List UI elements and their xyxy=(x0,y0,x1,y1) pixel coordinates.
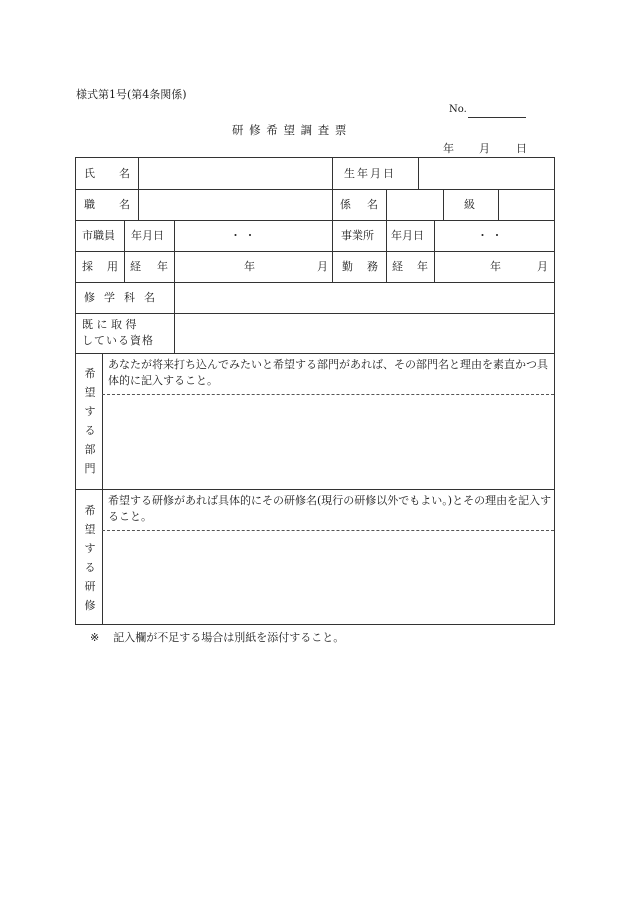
row-divider xyxy=(76,489,554,490)
birthdate-field[interactable] xyxy=(420,160,552,187)
office-date-field[interactable]: ・ ・ xyxy=(477,229,503,242)
row-divider xyxy=(76,282,554,283)
department-answer-field[interactable] xyxy=(104,396,552,487)
dashed-guide xyxy=(102,530,554,531)
col-divider xyxy=(498,189,499,220)
name-label: 氏 名 xyxy=(84,167,130,180)
office-date-label: 年月日 xyxy=(391,229,424,242)
office-label: 事業所 xyxy=(341,229,374,242)
date-day-label: 日 xyxy=(516,142,527,155)
training-label: 希望する研修 xyxy=(84,504,96,612)
city-staff-label: 市職員 xyxy=(82,229,115,242)
birthdate-label: 生年月日 xyxy=(344,167,396,180)
col-divider xyxy=(332,158,333,282)
number-field[interactable] xyxy=(468,117,526,118)
course-field[interactable] xyxy=(176,284,552,311)
row-divider xyxy=(76,220,554,221)
survey-form-table xyxy=(75,157,555,625)
department-instruction: あなたが将来打ち込んでみたいと希望する部門があれば、その部門名と理由を素直かつ具体的に記入すること。 xyxy=(108,358,548,387)
footnote-text: 記入欄が不足する場合は別紙を添付すること。 xyxy=(113,631,345,644)
work-tenure-label: 経 年 xyxy=(392,260,428,273)
work-label: 勤 務 xyxy=(342,260,378,273)
row-divider xyxy=(76,189,554,190)
row-divider xyxy=(76,313,554,314)
hire-year-unit: 年 xyxy=(244,260,255,273)
grade-field[interactable] xyxy=(500,191,552,218)
name-field[interactable] xyxy=(140,160,330,187)
section-field[interactable] xyxy=(388,191,441,218)
department-label: 希望する部門 xyxy=(84,367,96,475)
col-divider xyxy=(174,282,175,353)
section-label: 係 名 xyxy=(340,198,378,211)
work-year-unit: 年 xyxy=(490,260,501,273)
course-label: 修学科名 xyxy=(84,291,164,304)
form-reference: 様式第1号(第4条関係) xyxy=(76,88,187,101)
hire-label: 採 用 xyxy=(82,260,118,273)
qualification-label-line1: 既 に 取 得 xyxy=(82,318,137,331)
hire-tenure-label: 経 年 xyxy=(130,260,168,273)
number-label: No. xyxy=(449,104,467,115)
training-answer-field[interactable] xyxy=(104,532,552,622)
col-divider xyxy=(386,189,387,220)
col-divider xyxy=(124,220,125,282)
date-year-label: 年 xyxy=(443,142,454,155)
page-title: 研 修 希 望 調 査 票 xyxy=(232,123,348,137)
row-divider xyxy=(76,353,554,354)
work-month-unit: 月 xyxy=(537,260,548,273)
col-divider xyxy=(138,158,139,220)
training-instruction: 希望する研修があれば具体的にその研修名(現行の研修以外でもよい。)とその理由を記入すること。 xyxy=(108,494,552,523)
col-divider xyxy=(434,220,435,282)
city-staff-date-field[interactable]: ・ ・ xyxy=(230,229,256,242)
date-month-label: 月 xyxy=(479,142,490,155)
qualification-label-line2: している資格 xyxy=(82,334,154,347)
footnote xyxy=(90,629,344,645)
hire-month-unit: 月 xyxy=(317,260,328,273)
col-divider xyxy=(443,189,444,220)
col-divider xyxy=(418,158,419,189)
dashed-guide xyxy=(102,394,554,395)
row-divider xyxy=(76,251,554,252)
footnote-mark: ※ xyxy=(90,631,100,644)
col-divider xyxy=(174,220,175,282)
col-divider xyxy=(386,220,387,282)
post-label: 職 名 xyxy=(84,198,130,211)
grade-label: 級 xyxy=(464,198,475,211)
qualification-field[interactable] xyxy=(176,315,552,351)
post-field[interactable] xyxy=(140,191,330,218)
city-staff-date-label: 年月日 xyxy=(131,229,164,242)
